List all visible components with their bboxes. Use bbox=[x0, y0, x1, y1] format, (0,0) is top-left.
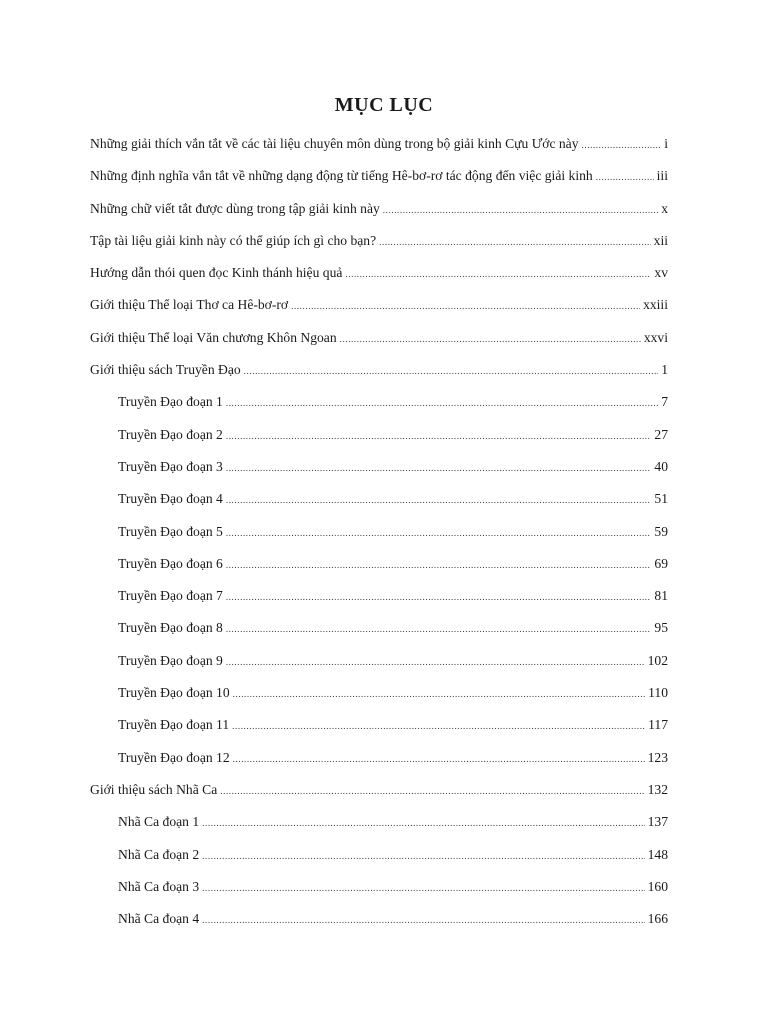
toc-entry-label: Nhã Ca đoạn 3 bbox=[118, 878, 200, 894]
toc-entry[interactable] bbox=[90, 328, 668, 360]
page-title: MỤC LỤC bbox=[334, 94, 434, 116]
toc-page-number: 59 bbox=[654, 523, 668, 539]
toc-entry-label: Giới thiệu Thể loại Văn chương Khôn Ngoan bbox=[90, 329, 337, 345]
dot-leader bbox=[226, 523, 652, 543]
dot-leader bbox=[596, 167, 654, 187]
dot-leader bbox=[226, 393, 658, 413]
toc-entry[interactable] bbox=[90, 360, 668, 392]
toc-page-number: xxiii bbox=[643, 297, 668, 313]
dot-leader bbox=[226, 652, 645, 672]
toc-page-number: 117 bbox=[648, 717, 668, 733]
toc-entry-label: Truyền Đạo đoạn 8 bbox=[118, 620, 223, 636]
toc-entry-label: Nhã Ca đoạn 1 bbox=[118, 814, 200, 830]
toc-entry-label: Truyền Đạo đoạn 2 bbox=[118, 426, 223, 442]
toc-page-number: 40 bbox=[654, 458, 668, 474]
toc-page-number: 27 bbox=[654, 426, 668, 442]
toc-entry-label: Giới thiệu sách Truyền Đạo bbox=[90, 362, 241, 378]
dot-leader bbox=[383, 200, 658, 220]
toc-page-number: x bbox=[661, 200, 668, 216]
toc-subentry[interactable] bbox=[90, 392, 668, 424]
toc-entry-label: Giới thiệu sách Nhã Ca bbox=[90, 781, 218, 797]
toc-subentry[interactable] bbox=[90, 845, 668, 877]
toc-entry-label: Truyền Đạo đoạn 4 bbox=[118, 491, 223, 507]
toc-page-number: 123 bbox=[647, 749, 668, 765]
toc-entry-label: Truyền Đạo đoạn 7 bbox=[118, 588, 223, 604]
toc-entry-label: Truyền Đạo đoạn 11 bbox=[118, 717, 230, 733]
toc-page-number: iii bbox=[656, 168, 668, 184]
dot-leader bbox=[244, 361, 659, 381]
dot-leader bbox=[220, 781, 644, 801]
toc-page-number: 137 bbox=[647, 814, 668, 830]
dot-leader bbox=[226, 426, 652, 446]
table-of-contents bbox=[90, 134, 668, 941]
toc-subentry[interactable] bbox=[90, 715, 668, 747]
dot-leader bbox=[379, 232, 651, 252]
toc-subentry[interactable] bbox=[90, 618, 668, 650]
toc-entry[interactable] bbox=[90, 263, 668, 295]
toc-entry[interactable] bbox=[90, 166, 668, 198]
dot-leader bbox=[233, 749, 645, 769]
toc-entry[interactable] bbox=[90, 134, 668, 166]
toc-entry-label: Truyền Đạo đoạn 9 bbox=[118, 652, 223, 668]
toc-entry-label: Hướng dẫn thói quen đọc Kinh thánh hiệu quả bbox=[90, 265, 343, 281]
dot-leader bbox=[233, 684, 645, 704]
toc-page-number: i bbox=[664, 136, 668, 151]
toc-subentry[interactable] bbox=[90, 522, 668, 554]
dot-leader bbox=[345, 264, 651, 284]
toc-entry-label: Nhã Ca đoạn 2 bbox=[118, 846, 200, 862]
dot-leader bbox=[291, 296, 640, 316]
toc-entry-label: Những chữ viết tắt được dùng trong tập giải kinh này bbox=[90, 200, 380, 216]
toc-entry-label: Truyền Đạo đoạn 1 bbox=[118, 394, 223, 410]
toc-subentry[interactable] bbox=[90, 748, 668, 780]
toc-entry-label: Truyền Đạo đoạn 12 bbox=[118, 749, 230, 765]
toc-page-number: 132 bbox=[647, 781, 668, 797]
toc-entry-label: Truyền Đạo đoạn 3 bbox=[118, 458, 223, 474]
toc-entry-label: Truyền Đạo đoạn 6 bbox=[118, 555, 223, 571]
dot-leader bbox=[582, 135, 662, 155]
dot-leader bbox=[202, 910, 644, 930]
toc-page-number: 148 bbox=[647, 846, 668, 862]
toc-entry-label: Truyền Đạo đoạn 10 bbox=[118, 685, 230, 701]
toc-page-number: 69 bbox=[654, 555, 668, 571]
toc-page-number: 1 bbox=[661, 362, 668, 378]
toc-page-number: 51 bbox=[654, 491, 668, 507]
toc-subentry[interactable] bbox=[90, 554, 668, 586]
toc-page-number: 7 bbox=[661, 394, 668, 410]
toc-subentry[interactable] bbox=[90, 651, 668, 683]
toc-subentry[interactable] bbox=[90, 489, 668, 521]
toc-subentry[interactable] bbox=[90, 683, 668, 715]
toc-entry[interactable] bbox=[90, 780, 668, 812]
dot-leader bbox=[226, 490, 652, 510]
toc-subentry[interactable] bbox=[90, 877, 668, 909]
dot-leader bbox=[202, 813, 644, 833]
toc-page-number: xii bbox=[653, 232, 668, 248]
toc-page-number: xv bbox=[654, 265, 668, 281]
dot-leader bbox=[226, 458, 652, 478]
toc-page-number: xxvi bbox=[643, 329, 668, 345]
toc-entry-label: Truyền Đạo đoạn 5 bbox=[118, 523, 223, 539]
toc-page-number: 160 bbox=[647, 878, 668, 894]
toc-subentry[interactable] bbox=[90, 586, 668, 618]
dot-leader bbox=[202, 878, 644, 898]
toc-subentry[interactable] bbox=[90, 457, 668, 489]
toc-page-number: 110 bbox=[648, 685, 668, 701]
dot-leader bbox=[202, 846, 644, 866]
toc-page-number: 81 bbox=[654, 588, 668, 604]
toc-entry[interactable] bbox=[90, 199, 668, 231]
toc-entry[interactable] bbox=[90, 231, 668, 263]
toc-page-number: 102 bbox=[647, 652, 668, 668]
toc-entry-label: Những định nghĩa vắn tắt về những dạng động từ tiếng Hê-bơ-rơ tác động đến việc giải kinh bbox=[90, 168, 593, 184]
toc-page-number: 166 bbox=[647, 911, 668, 927]
toc-subentry[interactable] bbox=[90, 812, 668, 844]
toc-page-number: 95 bbox=[654, 620, 668, 636]
dot-leader bbox=[232, 716, 645, 736]
toc-entry-label: Giới thiệu Thể loại Thơ ca Hê-bơ-rơ bbox=[90, 297, 289, 313]
toc-subentry[interactable] bbox=[90, 909, 668, 941]
toc-subentry[interactable] bbox=[90, 425, 668, 457]
dot-leader bbox=[340, 329, 641, 349]
dot-leader bbox=[226, 619, 652, 639]
toc-entry-label: Những giải thích vắn tắt về các tài liệu chuyên môn dùng trong bộ giải kinh Cựu Ước này bbox=[90, 136, 579, 151]
toc-entry-label: Tập tài liệu giải kinh này có thể giúp ích gì cho bạn? bbox=[90, 232, 377, 248]
toc-entry-label: Nhã Ca đoạn 4 bbox=[118, 911, 200, 927]
dot-leader bbox=[226, 587, 652, 607]
toc-entry[interactable] bbox=[90, 295, 668, 327]
dot-leader bbox=[226, 555, 652, 575]
